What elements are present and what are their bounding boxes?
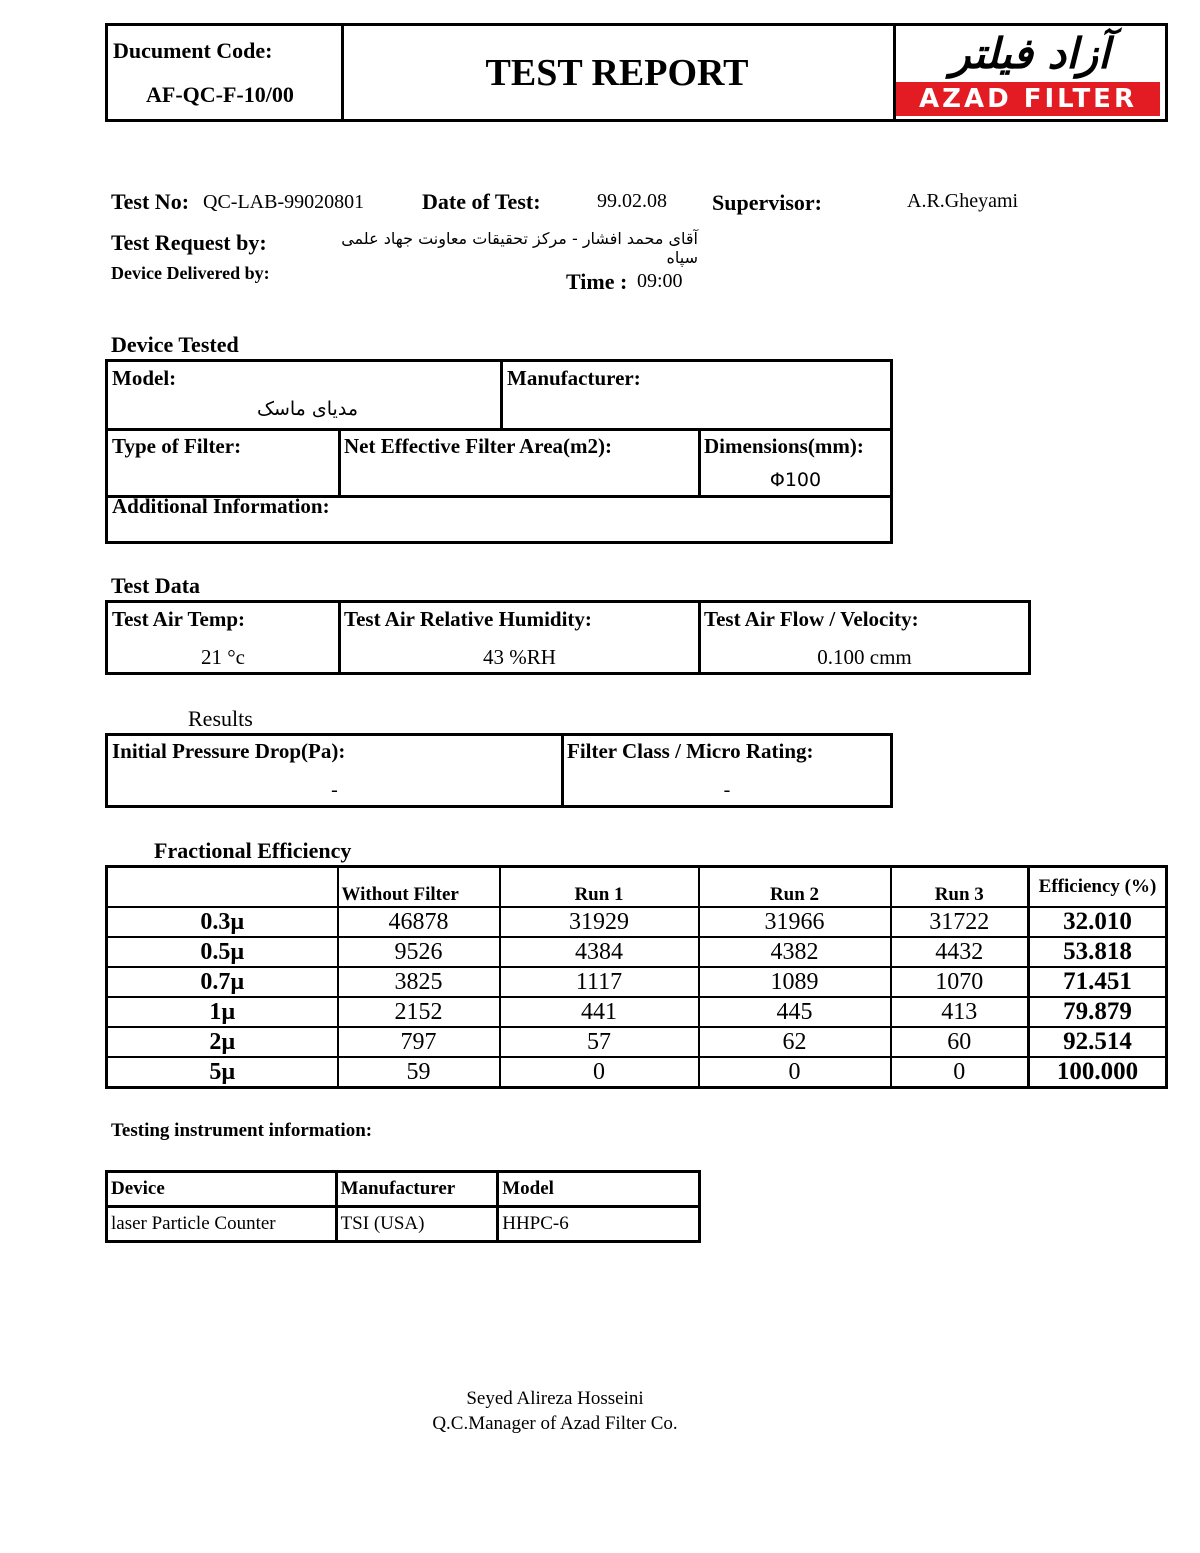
count-without-filter: 46878 bbox=[338, 907, 500, 937]
efficiency-value: 32.010 bbox=[1029, 907, 1167, 937]
particle-size: 2µ bbox=[107, 1027, 338, 1057]
document-code-label: Ducument Code: bbox=[113, 38, 273, 63]
count-run-2: 31966 bbox=[699, 907, 891, 937]
logo-persian-text: آزاد فیلتر bbox=[950, 29, 1110, 78]
filter-area-label: Net Effective Filter Area(m2): bbox=[344, 434, 613, 458]
instrument-device: laser Particle Counter bbox=[107, 1207, 337, 1242]
logo-english-text: AZAD FILTER bbox=[896, 82, 1160, 116]
signatory-title: Q.C.Manager of Azad Filter Co. bbox=[432, 1413, 678, 1434]
air-temp-label: Test Air Temp: bbox=[112, 607, 246, 631]
count-run-3: 4432 bbox=[891, 937, 1029, 967]
supervisor-value: A.R.Gheyami bbox=[907, 190, 1019, 212]
instrument-manufacturer: TSI (USA) bbox=[336, 1207, 498, 1242]
efficiency-value: 92.514 bbox=[1029, 1027, 1167, 1057]
column-header: Device bbox=[107, 1172, 337, 1207]
table-row bbox=[107, 907, 1167, 937]
signatory-name: Seyed Alireza Hosseini bbox=[466, 1388, 644, 1409]
filter-class-label: Filter Class / Micro Rating: bbox=[567, 739, 814, 763]
instrument-table bbox=[105, 1170, 701, 1243]
report-header bbox=[105, 23, 1168, 122]
count-run-1: 4384 bbox=[500, 937, 699, 967]
count-without-filter: 59 bbox=[338, 1057, 500, 1088]
air-flow-value: 0.100 cmm bbox=[817, 645, 912, 669]
humidity-value: 43 %RH bbox=[483, 645, 556, 669]
particle-size: 1µ bbox=[107, 997, 338, 1027]
signature-block bbox=[355, 1386, 755, 1436]
column-header: Run 3 bbox=[891, 867, 1029, 908]
request-label: Test Request by: bbox=[111, 230, 267, 255]
pressure-drop-cell bbox=[108, 736, 564, 805]
fractional-efficiency-table bbox=[105, 865, 1168, 1089]
dimensions-cell bbox=[701, 431, 890, 498]
filter-class-value: - bbox=[723, 779, 731, 801]
dimensions-value: Φ100 bbox=[769, 469, 822, 491]
time-label: Time : bbox=[566, 269, 628, 294]
count-run-1: 0 bbox=[500, 1057, 699, 1088]
filter-class-cell bbox=[564, 736, 890, 805]
date-value: 99.02.08 bbox=[597, 190, 667, 212]
device-tested-box bbox=[105, 359, 893, 544]
table-row bbox=[107, 1027, 1167, 1057]
count-run-2: 4382 bbox=[699, 937, 891, 967]
efficiency-value: 100.000 bbox=[1029, 1057, 1167, 1088]
particle-size: 0.7µ bbox=[107, 967, 338, 997]
pressure-drop-label: Initial Pressure Drop(Pa): bbox=[112, 739, 346, 763]
table-header-row bbox=[107, 1172, 700, 1207]
instrument-title: Testing instrument information: bbox=[111, 1120, 373, 1141]
table-row bbox=[107, 1207, 700, 1242]
manufacturer-label: Manufacturer: bbox=[507, 366, 641, 390]
table-row bbox=[107, 997, 1167, 1027]
count-run-1: 441 bbox=[500, 997, 699, 1027]
count-run-3: 1070 bbox=[891, 967, 1029, 997]
efficiency-value: 53.818 bbox=[1029, 937, 1167, 967]
column-header: Run 1 bbox=[500, 867, 699, 908]
efficiency-value: 71.451 bbox=[1029, 967, 1167, 997]
air-temp-cell bbox=[108, 603, 341, 672]
filter-type-label: Type of Filter: bbox=[112, 434, 242, 458]
count-run-3: 413 bbox=[891, 997, 1029, 1027]
efficiency-value: 79.879 bbox=[1029, 997, 1167, 1027]
column-header bbox=[107, 867, 338, 908]
model-value: مدیای ماسک bbox=[256, 398, 358, 420]
column-header: Manufacturer bbox=[336, 1172, 498, 1207]
time-value: 09:00 bbox=[637, 270, 683, 292]
table-row bbox=[107, 967, 1167, 997]
count-without-filter: 797 bbox=[338, 1027, 500, 1057]
filter-type-cell bbox=[108, 431, 341, 498]
particle-size: 0.3µ bbox=[107, 907, 338, 937]
humidity-label: Test Air Relative Humidity: bbox=[344, 607, 592, 631]
document-code-value: AF-QC-F-10/00 bbox=[146, 82, 294, 107]
dimensions-label: Dimensions(mm): bbox=[704, 434, 864, 458]
count-without-filter: 2152 bbox=[338, 997, 500, 1027]
delivered-label: Device Delivered by: bbox=[111, 263, 270, 283]
column-header: Model bbox=[498, 1172, 700, 1207]
page-title: TEST REPORT bbox=[341, 26, 896, 119]
count-run-2: 62 bbox=[699, 1027, 891, 1057]
instrument-model: HHPC-6 bbox=[498, 1207, 700, 1242]
document-code-cell bbox=[108, 26, 344, 119]
count-run-2: 1089 bbox=[699, 967, 891, 997]
air-temp-value: 21 °c bbox=[201, 645, 245, 669]
column-header: Efficiency (%) bbox=[1029, 867, 1167, 908]
supervisor-label: Supervisor: bbox=[712, 190, 822, 215]
particle-size: 0.5µ bbox=[107, 937, 338, 967]
test-data-title: Test Data bbox=[111, 573, 201, 598]
company-logo bbox=[893, 26, 1165, 119]
results-box bbox=[105, 733, 893, 808]
count-run-1: 57 bbox=[500, 1027, 699, 1057]
pressure-drop-value: - bbox=[331, 779, 338, 801]
device-tested-title: Device Tested bbox=[111, 332, 239, 357]
table-row bbox=[107, 937, 1167, 967]
results-title: Results bbox=[188, 706, 253, 731]
count-run-1: 31929 bbox=[500, 907, 699, 937]
count-run-3: 60 bbox=[891, 1027, 1029, 1057]
humidity-cell bbox=[341, 603, 701, 672]
test-no-label: Test No: bbox=[111, 189, 190, 214]
model-cell bbox=[108, 362, 503, 431]
column-header: Without Filter bbox=[338, 867, 500, 908]
test-data-box bbox=[105, 600, 1031, 675]
count-without-filter: 3825 bbox=[338, 967, 500, 997]
table-row bbox=[107, 1057, 1167, 1088]
additional-info-label: Additional Information: bbox=[112, 494, 330, 518]
count-run-2: 0 bbox=[699, 1057, 891, 1088]
fractional-efficiency-title: Fractional Efficiency bbox=[154, 838, 352, 863]
particle-size: 5µ bbox=[107, 1057, 338, 1088]
column-header: Run 2 bbox=[699, 867, 891, 908]
count-run-3: 31722 bbox=[891, 907, 1029, 937]
count-run-2: 445 bbox=[699, 997, 891, 1027]
date-label: Date of Test: bbox=[422, 189, 541, 214]
count-run-1: 1117 bbox=[500, 967, 699, 997]
count-run-3: 0 bbox=[891, 1057, 1029, 1088]
air-flow-cell bbox=[701, 603, 1028, 672]
manufacturer-cell bbox=[503, 362, 890, 431]
table-header-row bbox=[107, 867, 1167, 908]
count-without-filter: 9526 bbox=[338, 937, 500, 967]
air-flow-label: Test Air Flow / Velocity: bbox=[704, 607, 919, 631]
request-value: آقای محمد افشار - مرکز تحقیقات معاونت جهاد علمی سپاه bbox=[341, 229, 698, 267]
filter-area-cell bbox=[341, 431, 701, 498]
model-label: Model: bbox=[112, 366, 177, 390]
test-no-value: QC-LAB-99020801 bbox=[203, 191, 365, 213]
